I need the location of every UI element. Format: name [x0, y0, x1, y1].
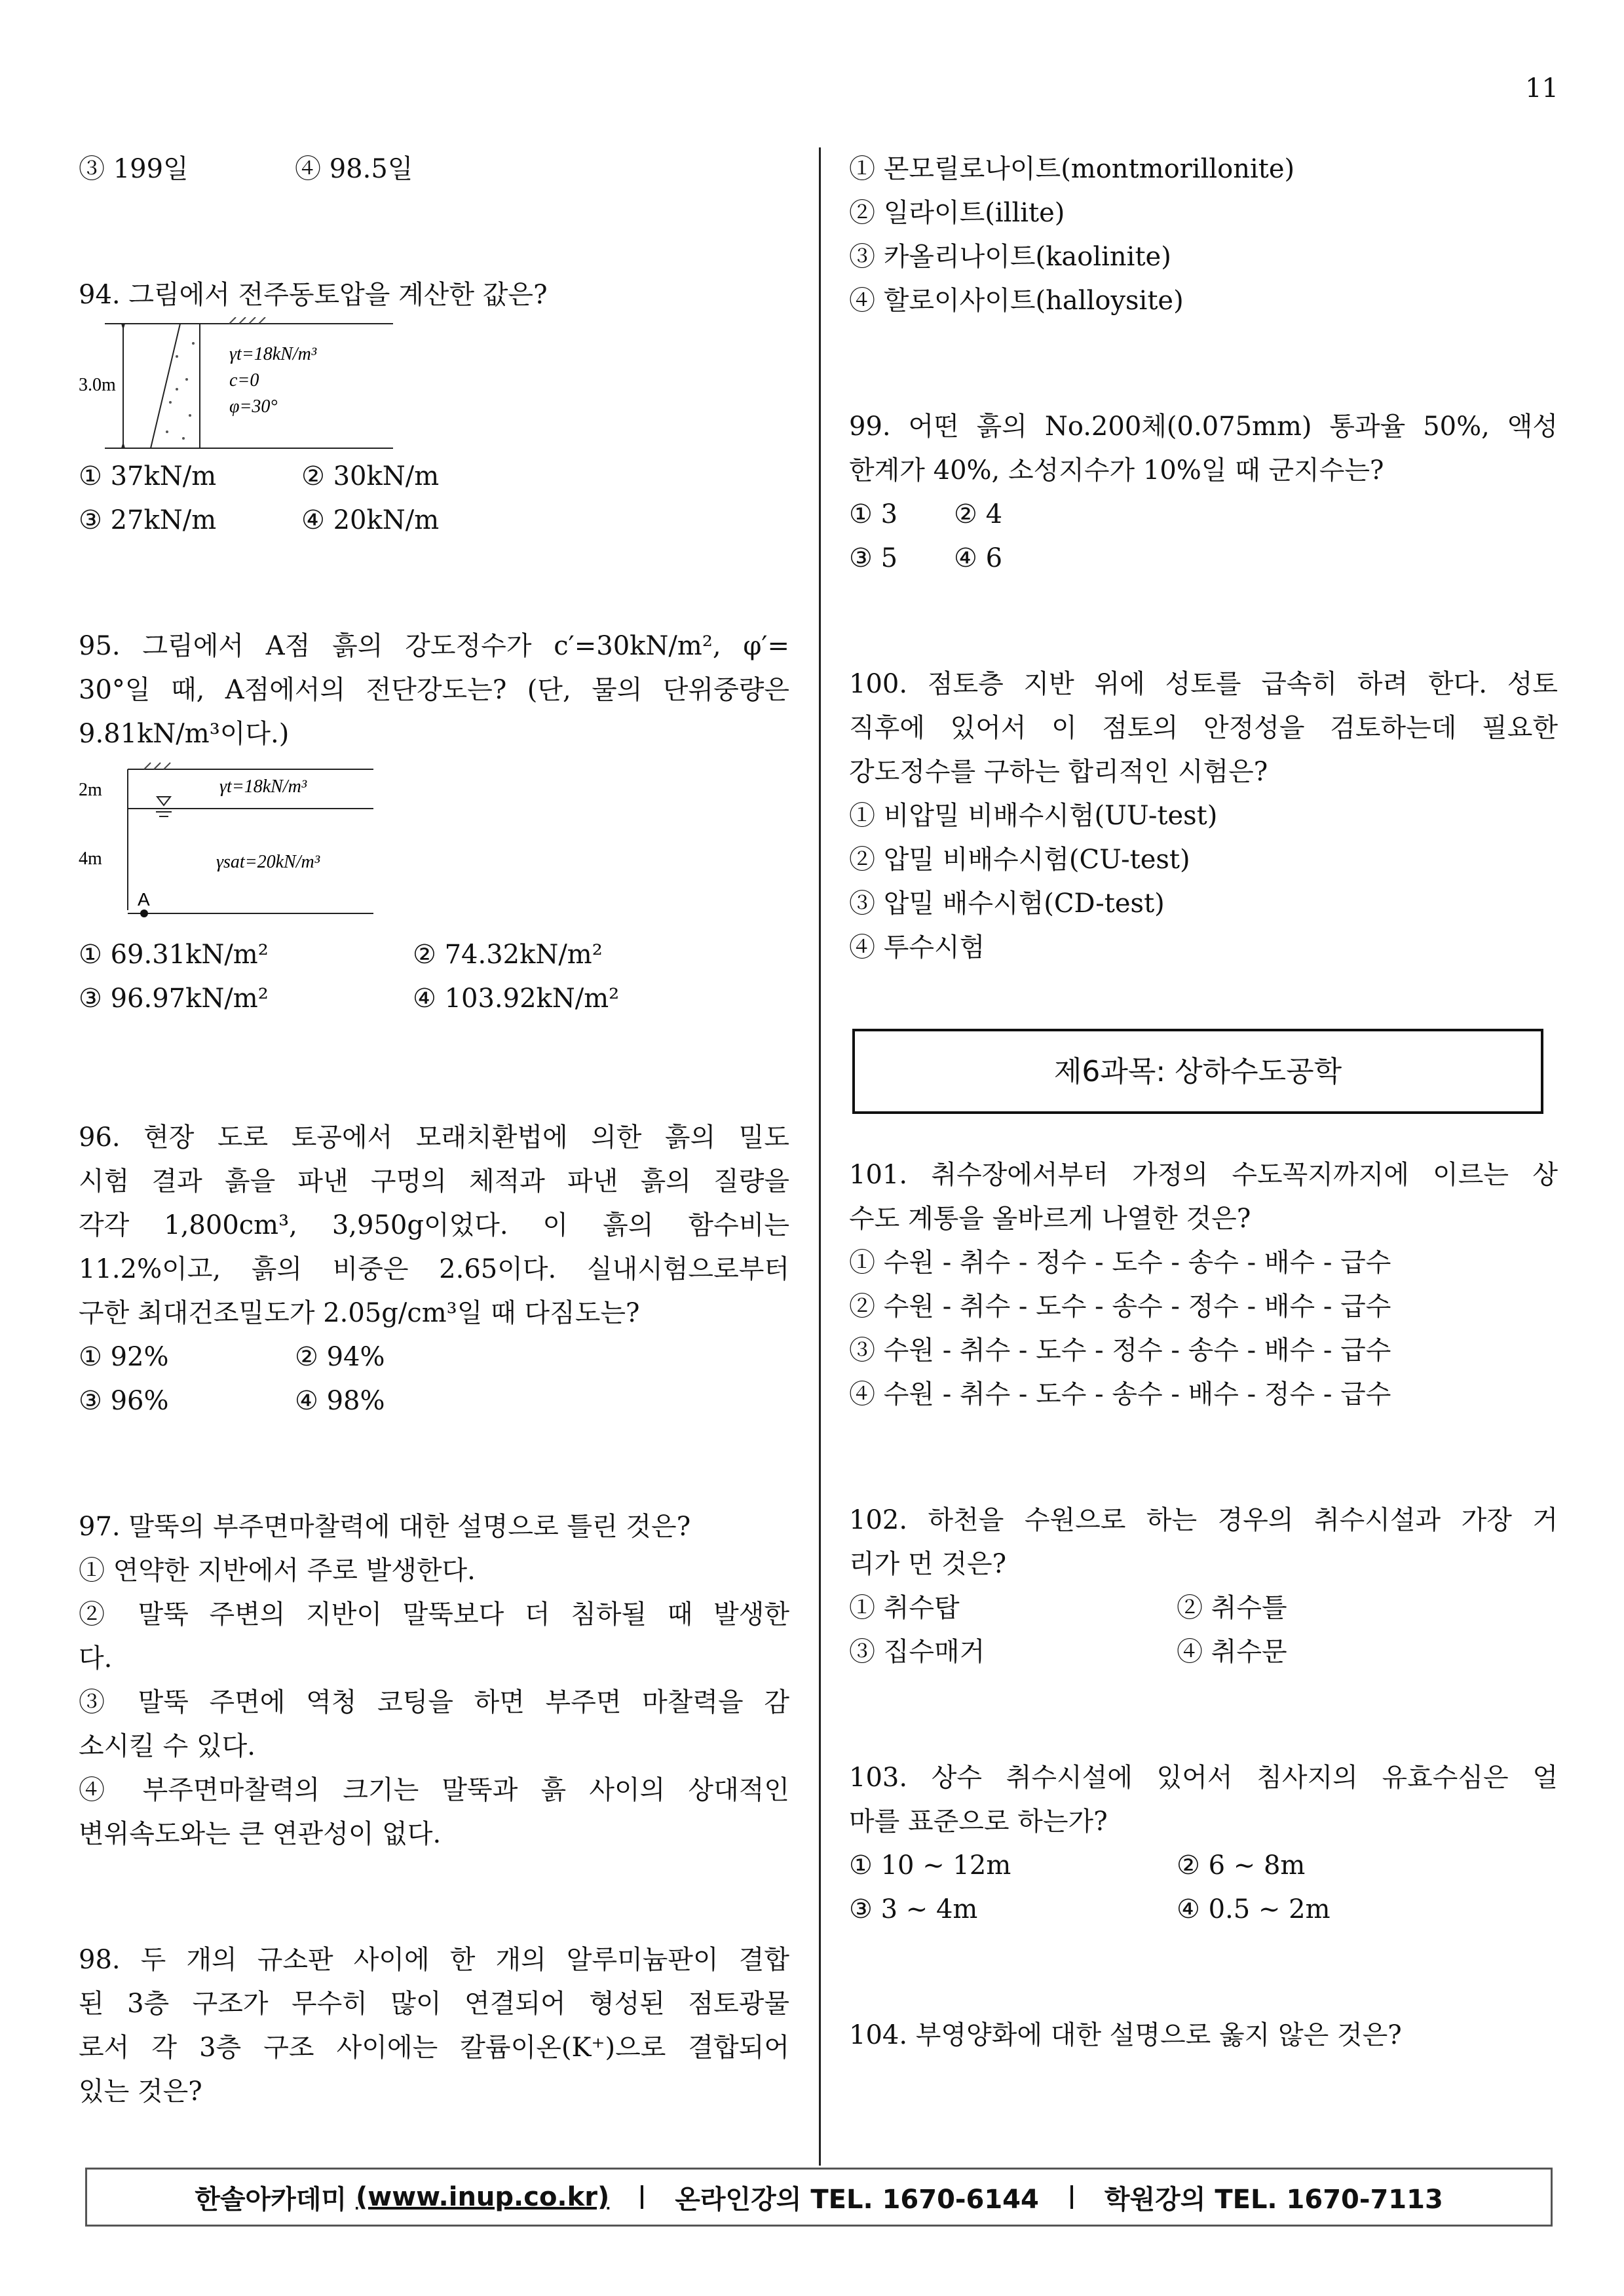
q102-options-row2 [849, 1630, 1558, 1674]
q99-options-row2 [849, 537, 1558, 581]
q98-option-4[interactable]: ④ 할로이사이트(halloysite) [849, 286, 1184, 316]
q94-option-2[interactable]: ② 30kN/m [301, 461, 440, 491]
q95-option-2[interactable]: ② 74.32kN/m² [413, 940, 603, 970]
q94-option-3[interactable]: ③ 27kN/m [79, 505, 217, 535]
q101-option-3[interactable]: ③ 수원 - 취수 - 도수 - 정수 - 송수 - 배수 - 급수 [849, 1335, 1391, 1366]
q99-text-line1: 99. 어떤 흙의 No.200체(0.075mm) 통과율 50%, 액성 [849, 411, 1558, 442]
q100-option-3[interactable]: ③ 압밀 배수시험(CD-test) [849, 889, 1165, 919]
q97-option-3-line2[interactable]: 소시킬 수 있다. [79, 1731, 255, 1761]
q96-option-1[interactable]: ① 92% [79, 1342, 169, 1372]
q99-option-1[interactable]: ① 3 [849, 499, 898, 529]
footer-separator [1070, 2185, 1073, 2209]
q95-text-line2: 30°일 때, A점에서의 전단강도는? (단, 물의 단위중량은 [79, 675, 789, 705]
q96-text-line1: 96. 현장 도로 토공에서 모래치환법에 의한 흙의 밀도 [79, 1122, 789, 1153]
footer-url-link[interactable]: (www.inup.co.kr) [355, 2182, 610, 2212]
q101-text-line2: 수도 계통을 올바르게 나열한 것은? [849, 1204, 1251, 1234]
q96-text-line2: 시험 결과 흙을 파낸 구멍의 체적과 파낸 흙의 질량을 [79, 1166, 789, 1196]
q98-option-3[interactable]: ③ 카올리나이트(kaolinite) [849, 242, 1171, 272]
q102-option-4[interactable]: ④ 취수문 [1177, 1637, 1287, 1667]
page-number: 11 [1525, 73, 1558, 104]
q96-text-line3: 각각 1,800cm³, 3,950g이었다. 이 흙의 함수비는 [79, 1210, 789, 1240]
footer-separator [641, 2185, 643, 2209]
q94-options-row2 [79, 499, 789, 543]
q95-option-1[interactable]: ① 69.31kN/m² [79, 940, 269, 970]
q102-text-line1: 102. 하천을 수원으로 하는 경우의 취수시설과 가장 거 [849, 1505, 1558, 1535]
q101-option-4[interactable]: ④ 수원 - 취수 - 도수 - 송수 - 배수 - 정수 - 급수 [849, 1379, 1391, 1409]
q102-text-line2: 리가 먼 것은? [849, 1549, 1007, 1579]
q97-option-4-line1[interactable]: ④ 부주면마찰력의 크기는 말뚝과 흙 사이의 상대적인 [79, 1775, 789, 1805]
q102-options-row1 [849, 1586, 1558, 1630]
q98-option-1[interactable]: ① 몬모릴로나이트(montmorillonite) [849, 154, 1295, 184]
q94-phi-label: φ=30° [229, 396, 278, 417]
q98-text-line1: 98. 두 개의 규소판 사이에 한 개의 알루미늄판이 결합 [79, 1945, 789, 1975]
q102-option-3[interactable]: ③ 집수매거 [849, 1637, 985, 1667]
q100-text-line3: 강도정수를 구하는 합리적인 시험은? [849, 757, 1268, 787]
q96-options-row2 [79, 1379, 789, 1423]
q93-options [79, 147, 789, 191]
q97-option-2-line2[interactable]: 다. [79, 1643, 113, 1674]
q94-option-1[interactable]: ① 37kN/m [79, 461, 217, 491]
q98-text-line2: 된 3층 구조가 무수히 많이 연결되어 형성된 점토광물 [79, 1989, 789, 2019]
q97-option-3-line1[interactable]: ③ 말뚝 주면에 역청 코팅을 하면 부주면 마찰력을 감 [79, 1687, 789, 1717]
question-96 [79, 1116, 789, 1423]
q100-text-line2: 직후에 있어서 이 점토의 안정성을 검토하는데 필요한 [849, 713, 1558, 743]
q103-options-row1 [849, 1844, 1558, 1888]
q101-text-line1: 101. 취수장에서부터 가정의 수도꼭지까지에 이르는 상 [849, 1160, 1558, 1190]
q102-option-2[interactable]: ② 취수틀 [1177, 1593, 1287, 1623]
q95-gamma-sat-label: γsat=20kN/m³ [216, 852, 320, 872]
footer-bar [85, 2168, 1553, 2227]
q95-option-4[interactable]: ④ 103.92kN/m² [413, 984, 620, 1014]
q99-text-line2: 한계가 40%, 소성지수가 10%일 때 군지수는? [849, 455, 1384, 486]
footer-online-phone: 온라인강의 TEL. 1670-6144 [675, 2184, 1039, 2215]
section-title: 제6과목: 상하수도공학 [1053, 1054, 1342, 1088]
q95-soil-profile-figure [79, 756, 472, 933]
q95-bottom-depth-label: 4m [79, 849, 102, 869]
q100-text-line1: 100. 점토층 지반 위에 성토를 급속히 하려 한다. 성토 [849, 669, 1558, 699]
q103-text-line2: 마를 표준으로 하는가? [849, 1807, 1108, 1837]
q99-option-3[interactable]: ③ 5 [849, 543, 898, 573]
q98-text-line4: 있는 것은? [79, 2076, 202, 2107]
q103-option-4[interactable]: ④ 0.5 ~ 2m [1177, 1894, 1331, 1924]
question-95 [79, 624, 789, 1021]
q94-retaining-wall-figure [79, 317, 472, 455]
footer-academy: 한솔아카데미 [195, 2184, 347, 2215]
q101-option-2[interactable]: ② 수원 - 취수 - 도수 - 송수 - 정수 - 배수 - 급수 [849, 1292, 1391, 1322]
q94-c-label: c=0 [229, 370, 259, 391]
q99-option-2[interactable]: ② 4 [954, 499, 1003, 529]
q93-option-4[interactable]: ④ 98.5일 [295, 154, 413, 184]
q94-height-label: 3.0m [79, 375, 116, 395]
q103-option-3[interactable]: ③ 3 ~ 4m [849, 1894, 978, 1924]
q95-options-row2 [79, 977, 789, 1021]
q98-text-line3: 로서 각 3층 구조 사이에는 칼륨이온(K⁺)으로 결합되어 [79, 2033, 789, 2063]
q100-option-1[interactable]: ① 비압밀 비배수시험(UU-test) [849, 801, 1218, 831]
q96-option-4[interactable]: ④ 98% [295, 1386, 385, 1416]
q94-text: 94. 그림에서 전주동토압을 계산한 값은? [79, 280, 548, 310]
q98-options [849, 147, 1558, 323]
q94-gamma-label: γt=18kN/m³ [229, 344, 317, 364]
q93-option-3[interactable]: ③ 199일 [79, 154, 189, 184]
q98-option-2[interactable]: ② 일라이트(illite) [849, 198, 1065, 228]
q95-text-line1: 95. 그림에서 A점 흙의 강도정수가 c′=30kN/m², φ′= [79, 631, 789, 661]
question-100 [849, 662, 1558, 970]
column-divider [819, 147, 821, 2166]
q96-option-2[interactable]: ② 94% [295, 1342, 385, 1372]
q95-options-row1 [79, 933, 789, 977]
q99-option-4[interactable]: ④ 6 [954, 543, 1003, 573]
question-101 [849, 1153, 1558, 1417]
q103-options-row2 [849, 1888, 1558, 1932]
q97-option-1[interactable]: ① 연약한 지반에서 주로 발생한다. [79, 1556, 476, 1586]
q96-text-line5: 구한 최대건조밀도가 2.05g/cm³일 때 다짐도는? [79, 1298, 640, 1328]
q101-option-1[interactable]: ① 수원 - 취수 - 정수 - 도수 - 송수 - 배수 - 급수 [849, 1248, 1391, 1278]
q95-gamma-t-label: γt=18kN/m³ [219, 776, 307, 797]
q103-text-line1: 103. 상수 취수시설에 있어서 침사지의 유효수심은 얼 [849, 1763, 1558, 1793]
q97-text: 97. 말뚝의 부주면마찰력에 대한 설명으로 틀린 것은? [79, 1512, 691, 1542]
q96-text-line4: 11.2%이고, 흙의 비중은 2.65이다. 실내시험으로부터 [79, 1254, 789, 1284]
question-98 [79, 1938, 789, 2114]
question-102 [849, 1499, 1558, 1674]
q99-options-row1 [849, 493, 1558, 537]
question-97 [79, 1505, 789, 1856]
right-column [849, 147, 1558, 2057]
question-94 [79, 273, 789, 543]
q100-option-4[interactable]: ④ 투수시험 [849, 932, 985, 963]
q97-option-4-line2[interactable]: 변위속도와는 큰 연관성이 없다. [79, 1819, 442, 1849]
q103-option-1[interactable]: ① 10 ~ 12m [849, 1850, 1011, 1881]
footer-offline-phone: 학원강의 TEL. 1670-7113 [1104, 2184, 1443, 2215]
q104-text: 104. 부영양화에 대한 설명으로 옳지 않은 것은? [849, 2020, 1402, 2050]
q102-option-1[interactable]: ① 취수탑 [849, 1593, 960, 1623]
q103-option-2[interactable]: ② 6 ~ 8m [1177, 1850, 1306, 1881]
section-title-box [852, 1029, 1543, 1114]
q96-options-row1 [79, 1335, 789, 1379]
q96-option-3[interactable]: ③ 96% [79, 1386, 169, 1416]
question-99 [849, 405, 1558, 581]
q94-option-4[interactable]: ④ 20kN/m [301, 505, 440, 535]
left-column [79, 147, 789, 2114]
q95-option-3[interactable]: ③ 96.97kN/m² [79, 984, 269, 1014]
q95-text-line3: 9.81kN/m³이다.) [79, 719, 290, 749]
q94-options-row1 [79, 455, 789, 499]
q97-option-2-line1[interactable]: ② 말뚝 주변의 지반이 말뚝보다 더 침하될 때 발생한 [79, 1599, 789, 1630]
q95-top-depth-label: 2m [79, 780, 102, 800]
q100-option-2[interactable]: ② 압밀 비배수시험(CU-test) [849, 845, 1190, 875]
q95-point-a-label: A [138, 889, 150, 909]
question-104 [849, 2014, 1558, 2057]
question-103 [849, 1756, 1558, 1932]
